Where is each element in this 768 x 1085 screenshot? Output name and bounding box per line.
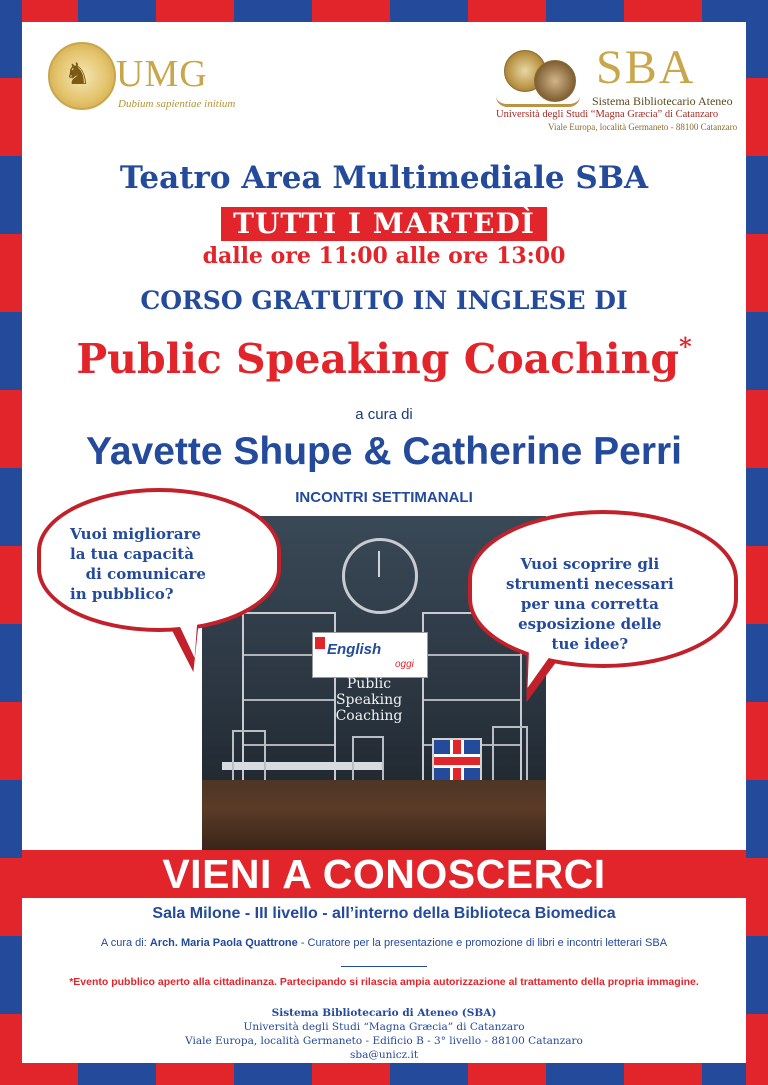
shelf-line [424, 699, 520, 701]
footnote-asterisk: * [679, 332, 692, 361]
speech-bubble-right-text: Vuoi scoprire gli strumenti necessari per una corretta esposizione delle tue idee? [506, 555, 674, 653]
sba-address: Viale Europa, località Germaneto - 88100 Catanzaro [548, 122, 738, 132]
cta-banner: VIENI A CONOSCERCI [22, 850, 746, 898]
footer-email[interactable]: sba@unicz.it [349, 1049, 419, 1061]
hours-text: dalle ore 11:00 alle ore 13:00 [202, 243, 566, 269]
wooden-floor [202, 780, 546, 850]
footer [0, 1006, 768, 1062]
open-book-icon [496, 96, 580, 107]
footer-address: Viale Europa, località Germaneto - Edificio B - 3° livello - 88100 Catanzaro [185, 1035, 583, 1047]
clock-icon [342, 538, 418, 614]
curator-name: Arch. Maria Paola Quattrone [149, 937, 298, 949]
course-heading: CORSO GRATUITO IN INGLESE DI [140, 286, 628, 315]
umg-motto: Dubium sapientiae initium [118, 98, 236, 110]
board-text [312, 676, 426, 724]
umg-emblem-icon: ♞ [48, 42, 116, 110]
day-banner-wrap [0, 207, 768, 241]
day-banner: TUTTI I MARTEDÌ [221, 207, 547, 241]
shelf-line [424, 654, 520, 656]
course-title [0, 332, 768, 383]
sba-logo-text: SBA [596, 41, 696, 94]
english-oggi-sign [312, 632, 428, 678]
weekly-meetings-label: INCONTRI SETTIMANALI [295, 489, 473, 506]
venue-heading: Teatro Area Multimediale SBA [119, 160, 649, 196]
english-brand: English [327, 641, 382, 658]
english-brand-sub: oggi [395, 659, 414, 670]
striped-border-bottom [0, 1063, 768, 1085]
curator-line [0, 937, 768, 949]
curator-role: - Curatore per la presentazione e promozione di libri e incontri letterari SBA [297, 937, 668, 949]
location-text: Sala Milone - III livello - all’interno della Biblioteca Biomedica [152, 905, 616, 922]
footer-university: Università degli Studi “Magna Græcia” di Catanzaro [243, 1021, 525, 1033]
board-line: Public [346, 676, 392, 692]
sba-logo [496, 41, 738, 134]
sba-university: Università degli Studi “Magna Græcia” di Catanzaro [496, 109, 719, 120]
disclaimer: *Evento pubblico aperto alla cittadinanza. Partecipando si rilascia ampia autorizzazione al trattamento della propria immagine. [69, 976, 699, 988]
umg-logo-text: UMG [116, 53, 208, 95]
striped-border-top [0, 0, 768, 22]
union-jack-icon [432, 738, 482, 784]
coach-names: Yavette Shupe & Catherine Perri [85, 430, 683, 473]
footer-title: Sistema Bibliotecario di Ateneo (SBA) [271, 1007, 497, 1019]
umg-logo [48, 42, 238, 112]
board-line: Coaching [335, 708, 403, 724]
board-line: Speaking [335, 692, 403, 708]
curator-label: A cura di: [100, 937, 147, 949]
sba-subtitle: Sistema Bibliotecario Ateneo [592, 94, 733, 108]
curated-by-label: a cura di [355, 406, 413, 423]
course-title-text: Public Speaking Coaching [76, 335, 680, 383]
flag-icon [315, 637, 325, 649]
speech-bubble-left-text: Vuoi migliorare la tua capacità di comunicare in pubblico? [70, 525, 206, 603]
divider [341, 966, 427, 967]
